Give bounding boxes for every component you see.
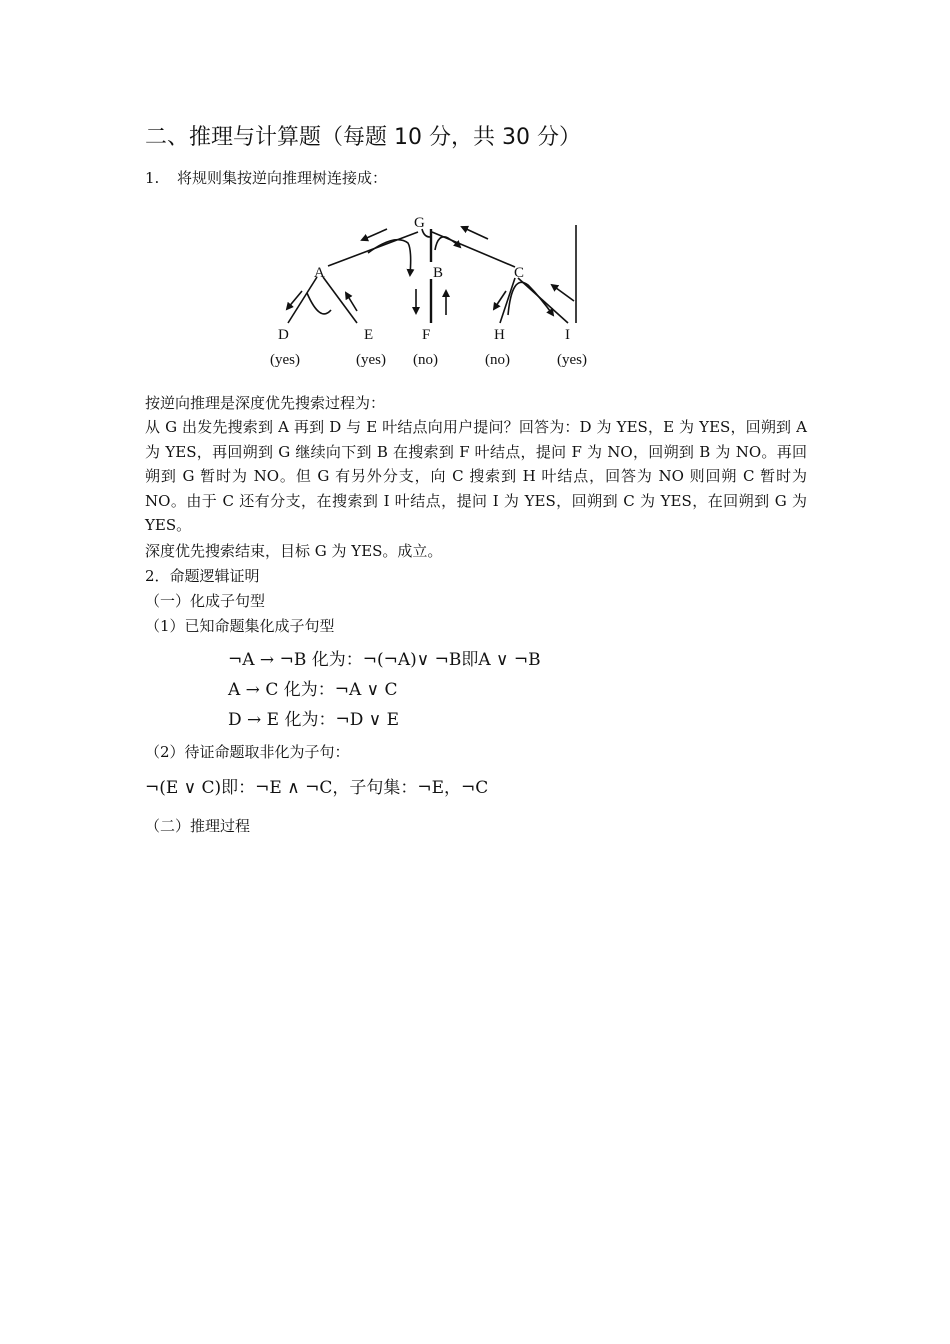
node-label: A [314,265,325,281]
curve-c [508,282,553,315]
arrow-c-to-g [462,227,488,239]
node-label: G [414,215,425,231]
arrow-i-to-c [552,285,574,301]
node-label: F [422,327,431,343]
edge-a-d [288,277,317,323]
explanation-body: 从 G 出发先搜索到 A 再到 D 与 E 叶结点向用户提问？回答为：D 为 YES，E 为 YES，回朔到 A 为 YES，再回朔到 G 继续向下到 B 在搜索到 F 叶结点，提问 F 为 NO，回朔到 B 为 NO。再回朔到 G 暂时为 NO。但 G 有另外分支，向 C 搜索到 H 叶结点，回答为 NO 则回朔 C 暂时为 NO。由于 C 还有分支，在搜索到 I 叶结点，提问 I 为 YES，回朔到 C 为 YES，在回朔到 G 为 YES。 [145,418,807,534]
curve-g-left [368,240,411,275]
q1-number: 1. [145,169,160,187]
arrow-g-to-a [362,229,387,240]
step2-title: （2）待证命题取非化为子句： [145,743,350,761]
node-label: C [514,265,525,281]
answer-label: (yes) [356,352,386,368]
negation-formula: ¬(E ∨ C)即：¬E ∧ ¬C，子句集：¬E，¬C [145,778,489,798]
formula-2: A → C 化为：¬A ∨ C [228,680,398,700]
node-label: D [278,327,289,343]
answer-label: (yes) [557,352,587,368]
explanation-title: 按逆向推理是深度优先搜索过程为： [145,394,386,412]
node-label: H [494,327,505,343]
node-label: I [565,327,570,343]
arrow-c-to-h [494,291,506,309]
part1-title: （一）化成子句型 [145,592,266,610]
section-title: 二、推理与计算题（每题 10 分，共 30 分） [145,125,581,150]
arrow-e-to-a [346,293,357,311]
curve-a [307,293,331,314]
part2-title: （二）推理过程 [145,817,251,835]
q2-title: 2．命题逻辑证明 [145,567,260,585]
edge-a-e [323,277,357,323]
q1-text: 将规则集按逆向推理树连接成： [177,169,388,187]
node-label: E [364,327,374,343]
formula-3: D → E 化为：¬D ∨ E [228,710,400,730]
node-label: B [433,265,444,281]
edge-c-h [500,278,515,323]
answer-label: (yes) [270,352,300,368]
conclusion: 深度优先搜索结束，目标 G 为 YES。成立。 [145,542,443,560]
answer-label: (no) [413,352,438,368]
formula-1: ¬A → ¬B 化为：¬(¬A)∨ ¬B即A ∨ ¬B [228,650,541,670]
inference-tree-diagram [260,205,610,380]
edge-c-i [518,278,568,323]
arrow-a-to-d [287,291,302,309]
answer-label: (no) [485,352,510,368]
step1-title: （1）已知命题集化成子句型 [145,617,335,635]
